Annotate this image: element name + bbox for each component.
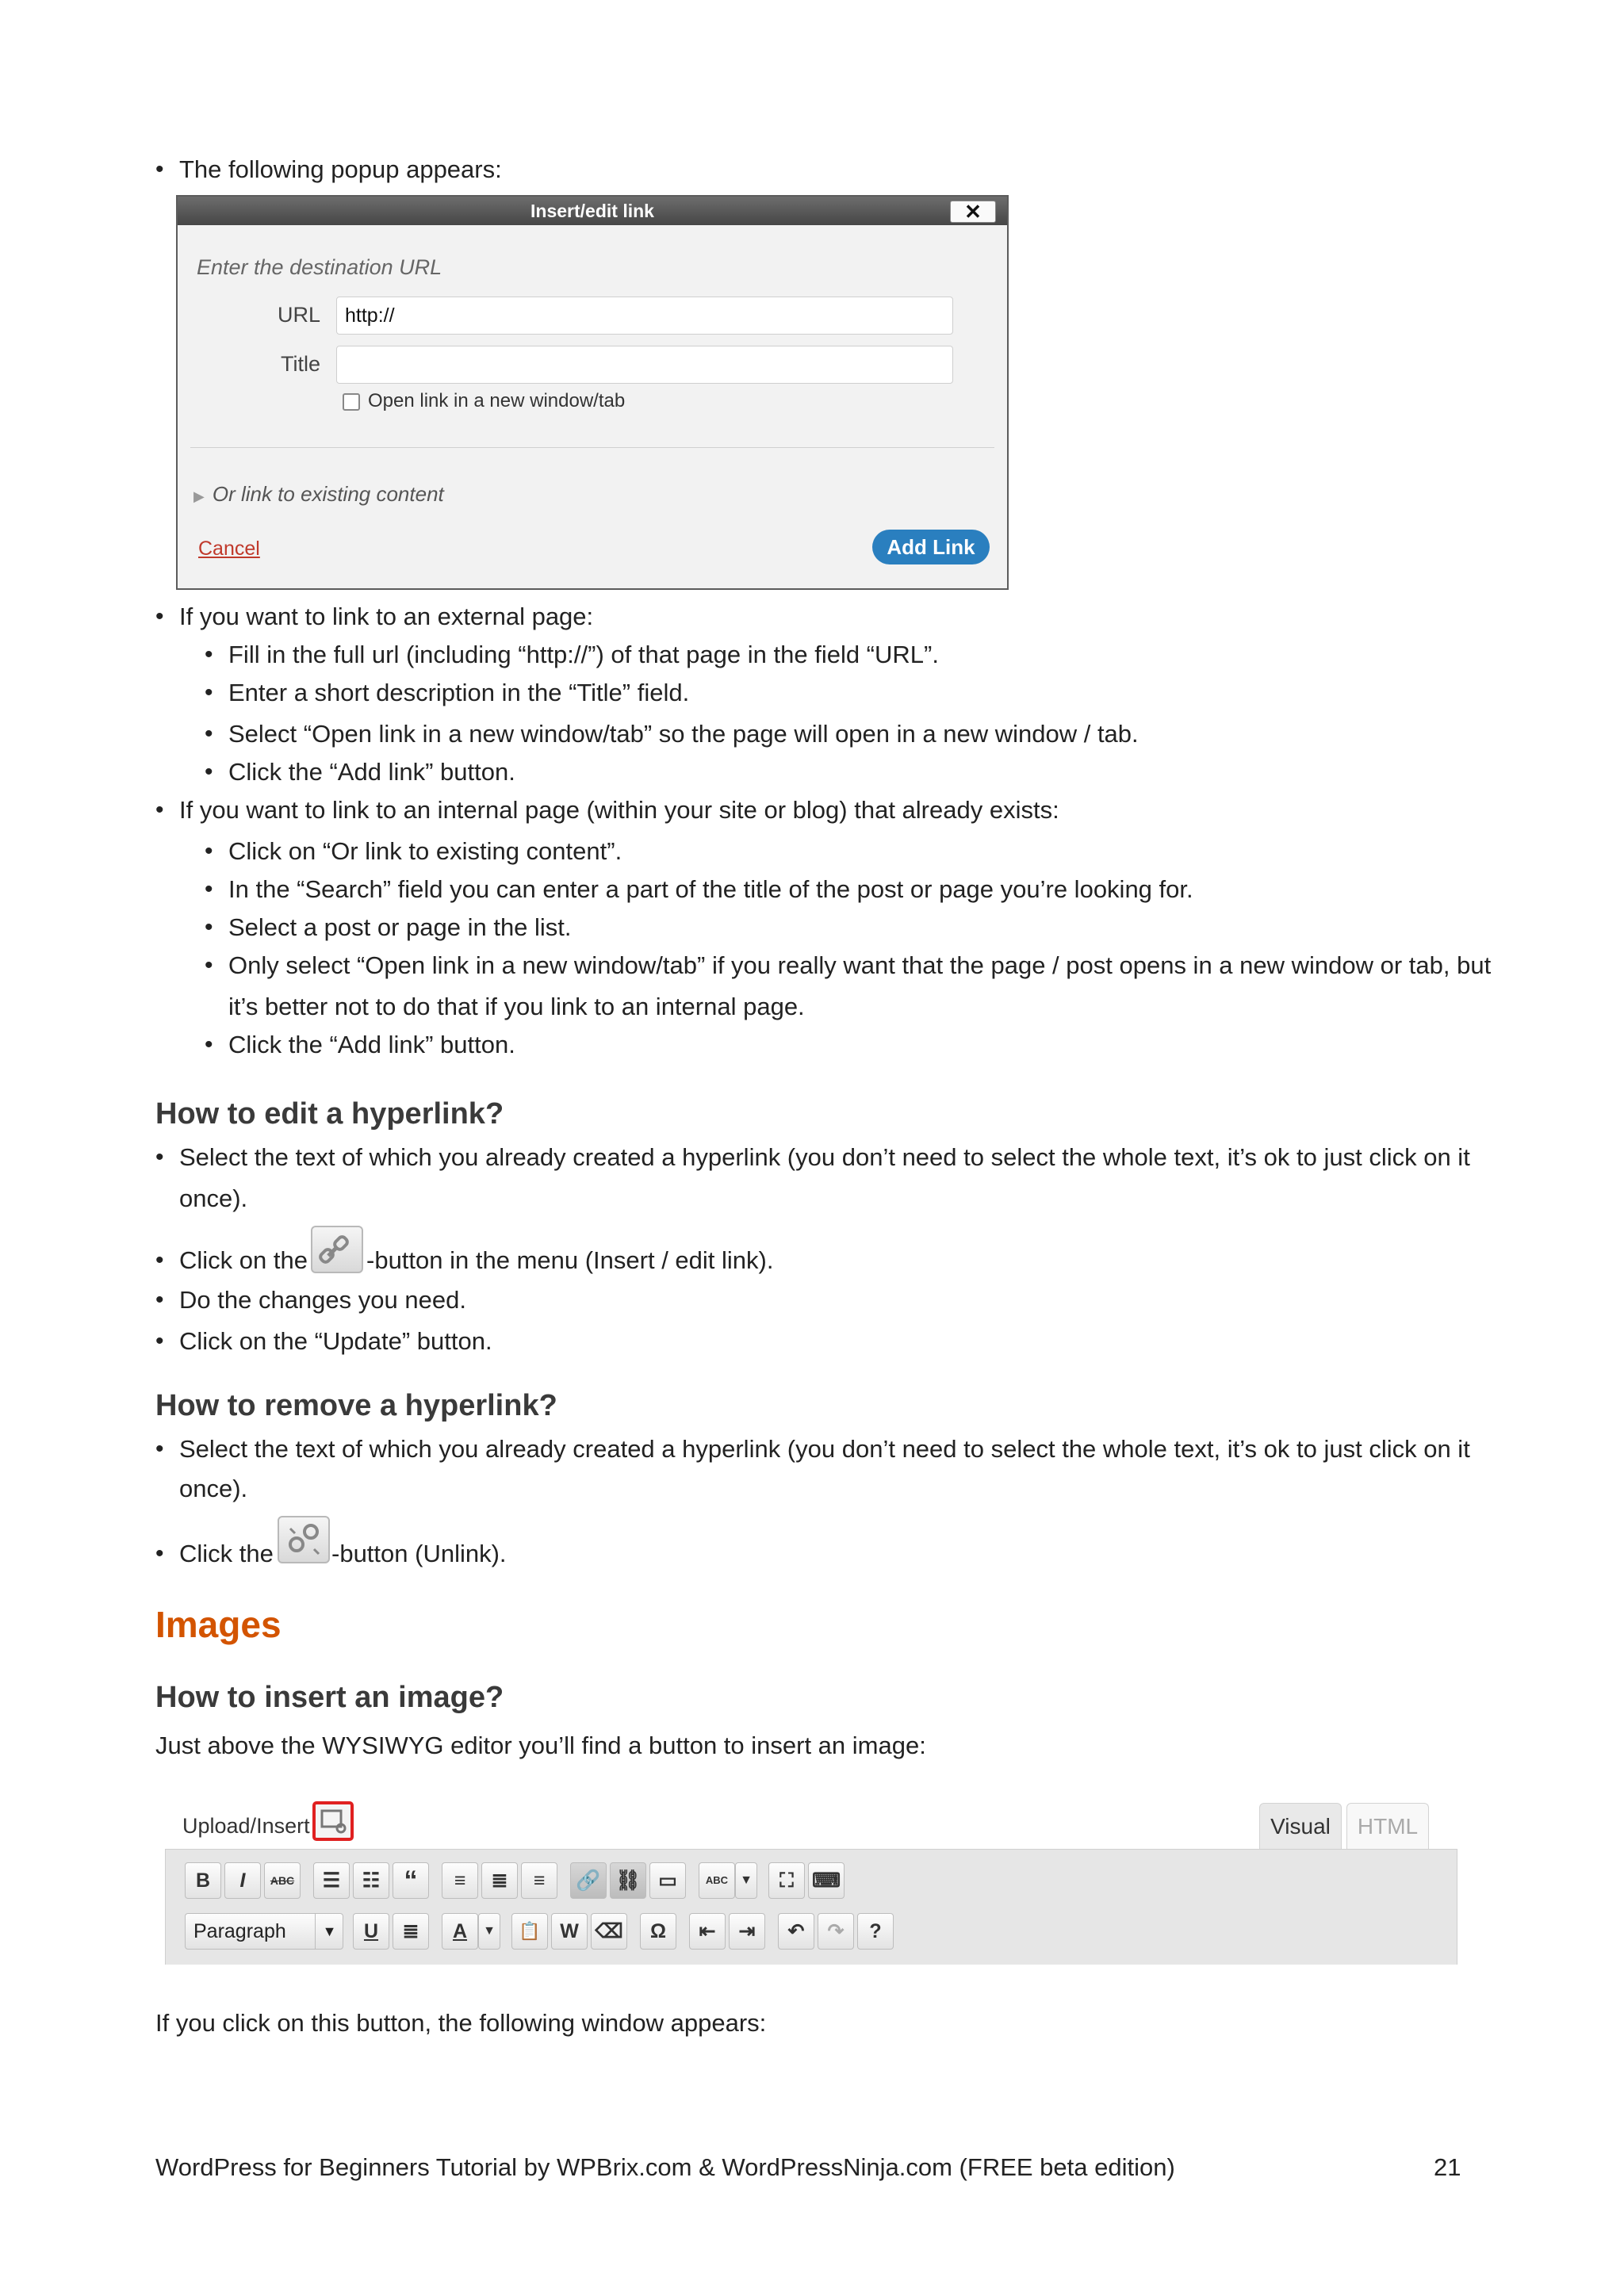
link-icon-svg <box>312 1227 362 1272</box>
add-link-button[interactable]: Add Link <box>872 530 990 564</box>
edit-hyperlink-heading: How to edit a hyperlink? <box>155 1097 504 1131</box>
title-field[interactable] <box>336 346 953 384</box>
text-color-button[interactable]: A <box>442 1913 478 1950</box>
bold-button[interactable]: B <box>185 1862 221 1899</box>
list-item: • Click the “Add link” button. <box>228 1031 515 1059</box>
image-icon-svg <box>316 1804 350 1838</box>
list-item: • Click on “Or link to existing content”. <box>228 837 622 866</box>
paste-word-button[interactable]: W <box>551 1913 588 1950</box>
url-field[interactable]: http:// <box>336 297 953 335</box>
list-item: • Select the text of which you already created a hyperlink (you don’t need to select the whole text, it’s ok to just click on it <box>179 1435 1470 1464</box>
unlink-icon <box>278 1516 330 1563</box>
list-item: • In the “Search” field you can enter a part of the title of the post or page you’re looking for. <box>228 875 1193 904</box>
internal-heading: • If you want to link to an internal page (within your site or blog) that already exists: <box>179 796 1059 825</box>
insert-image-heading: How to insert an image? <box>155 1681 504 1714</box>
add-image-icon[interactable] <box>312 1801 354 1841</box>
numbered-list-button[interactable]: ☷ <box>353 1862 389 1899</box>
more-tag-button[interactable]: ▭ <box>649 1862 686 1899</box>
list-item: • Select the text of which you already created a hyperlink (you don’t need to select the whole text, it’s ok to just click on it <box>179 1143 1470 1172</box>
insert-edit-link-popup <box>176 195 1009 590</box>
cancel-link[interactable]: Cancel <box>198 538 260 560</box>
chevron-down-icon[interactable]: ▼ <box>478 1913 500 1950</box>
kitchen-sink-button[interactable]: ⌨ <box>808 1862 845 1899</box>
click-suffix: -button in the menu (Insert / edit link). <box>366 1246 774 1274</box>
after-editor-text: If you click on this button, the following window appears: <box>155 2009 767 2037</box>
tab-visual[interactable]: Visual <box>1259 1803 1342 1849</box>
existing-content-toggle[interactable] <box>193 482 444 507</box>
list-item: • Only select “Open link in a new window/tab” if you really want that the page / post opens in a new window or tab, but <box>228 951 1491 980</box>
list-item: • Click the “Add link” button. <box>228 758 515 786</box>
list-item: • Select “Open link in a new window/tab” so the page will open in a new window / tab. <box>228 720 1139 748</box>
intro-bullet: • The following popup appears: <box>179 155 502 184</box>
list-item-continuation: once). <box>179 1184 248 1212</box>
list-item: • Fill in the full url (including “http://”) of that page in the field “URL”. <box>228 641 939 669</box>
insert-image-text: Just above the WYSIWYG editor you’ll find a button to insert an image: <box>155 1732 926 1759</box>
list-item <box>179 1246 308 1275</box>
chevron-down-icon[interactable]: ▼ <box>315 1913 343 1950</box>
url-label: URL <box>277 303 320 327</box>
title-label: Title <box>280 352 320 376</box>
click-prefix: Click the <box>179 1540 274 1567</box>
justify-button[interactable]: ≣ <box>393 1913 429 1950</box>
unlink-button[interactable]: ⛓ <box>610 1862 646 1899</box>
list-item: • Select a post or page in the list. <box>228 913 572 942</box>
bullet-list-button[interactable]: ☰ <box>313 1862 350 1899</box>
chevron-down-icon[interactable]: ▼ <box>735 1862 757 1899</box>
paragraph-format-select[interactable]: Paragraph <box>185 1913 343 1950</box>
list-item: • Do the changes you need. <box>179 1286 466 1314</box>
triangle-right-icon: ▶ <box>193 488 205 504</box>
tab-html[interactable]: HTML <box>1346 1803 1429 1849</box>
popup-intro: Enter the destination URL <box>197 255 442 279</box>
fullscreen-button[interactable]: ⛶ <box>768 1862 805 1899</box>
insert-link-button[interactable]: 🔗 <box>570 1862 607 1899</box>
blockquote-button[interactable]: “ <box>393 1862 429 1899</box>
images-title: Images <box>155 1604 282 1645</box>
wysiwyg-editor-toolbar <box>165 1792 1457 1971</box>
list-item: • Click on the “Update” button. <box>179 1327 492 1356</box>
list-item-continuation: it’s better not to do that if you link to an internal page. <box>228 993 805 1020</box>
list-item: • Enter a short description in the “Title” field. <box>228 679 689 707</box>
redo-button[interactable]: ↷ <box>818 1913 854 1950</box>
close-icon[interactable]: ✕ <box>950 201 996 223</box>
help-button[interactable]: ? <box>857 1913 894 1950</box>
new-window-checkbox[interactable] <box>343 393 360 411</box>
align-left-button[interactable]: ≡ <box>442 1862 478 1899</box>
toolbar-area <box>165 1849 1457 1965</box>
click-prefix: Click on the <box>179 1246 308 1274</box>
popup-titlebar <box>178 197 1007 225</box>
clear-formatting-button[interactable]: ⌫ <box>591 1913 627 1950</box>
popup-divider <box>190 447 994 448</box>
upload-insert-label: Upload/Insert <box>182 1814 310 1838</box>
existing-content-label: Or link to existing content <box>212 482 444 506</box>
italic-button[interactable]: I <box>224 1862 261 1899</box>
checkbox-label: Open link in a new window/tab <box>368 390 626 411</box>
paste-text-button[interactable]: 📋 <box>511 1913 548 1950</box>
spellcheck-button[interactable]: ABC <box>699 1862 735 1899</box>
indent-button[interactable]: ⇥ <box>729 1913 765 1950</box>
outdent-button[interactable]: ⇤ <box>689 1913 726 1950</box>
align-center-button[interactable]: ≣ <box>481 1862 518 1899</box>
unlink-icon-svg <box>279 1517 328 1562</box>
list-item <box>179 1540 274 1568</box>
popup-title: Insert/edit link <box>530 201 654 221</box>
remove-hyperlink-heading: How to remove a hyperlink? <box>155 1389 557 1422</box>
undo-button[interactable]: ↶ <box>778 1913 814 1950</box>
external-heading: • If you want to link to an external page: <box>179 603 593 631</box>
list-item-continuation: once). <box>179 1475 248 1502</box>
underline-button[interactable]: U <box>353 1913 389 1950</box>
link-icon <box>311 1226 363 1273</box>
page-footer: WordPress for Beginners Tutorial by WPBrix.com & WordPressNinja.com (FREE beta edition) <box>155 2153 1175 2181</box>
align-right-button[interactable]: ≡ <box>521 1862 557 1899</box>
click-suffix: -button (Unlink). <box>331 1540 507 1567</box>
page-number: 21 <box>1434 2153 1461 2181</box>
strikethrough-button[interactable]: ABC <box>264 1862 301 1899</box>
special-character-button[interactable]: Ω <box>640 1913 676 1950</box>
